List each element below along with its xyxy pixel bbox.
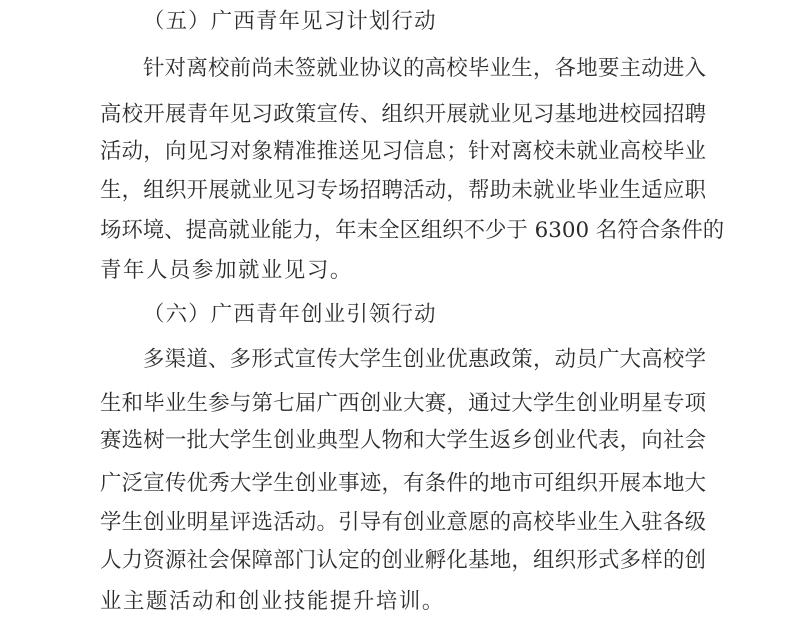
paragraph-line: 业主题活动和创业技能提升培训。 (100, 589, 445, 614)
paragraph-line: 针对离校前尚未签就业协议的高校毕业生，各地要主动进入 (143, 56, 706, 81)
paragraph-line: 人力资源社会保障部门认定的创业孵化基地，组织形式多样的创 (100, 548, 706, 573)
paragraph-line: 青年人员参加就业见习。 (100, 258, 353, 283)
section-heading-6: （六）广西青年创业引领行动 (143, 302, 437, 327)
paragraph-line: 多渠道、多形式宣传大学生创业优惠政策，动员广大高校学 (143, 347, 706, 372)
paragraph-line: 生，组织开展就业见习专场招聘活动，帮助未就业毕业生适应职 (100, 178, 706, 203)
paragraph-line: 生和毕业生参与第七届广西创业大赛，通过大学生创业明星专项 (100, 391, 706, 416)
paragraph-line: 高校开展青年见习政策宣传、组织开展就业见习基地进校园招聘 (100, 102, 706, 127)
section-heading-5: （五）广西青年见习计划行动 (143, 9, 437, 34)
paragraph-line: 活动，向见习对象精准推送见习信息；针对离校未就业高校毕业 (100, 139, 706, 164)
paragraph-line: 场环境、提高就业能力，年末全区组织不少于 6300 名符合条件的 (100, 218, 725, 243)
paragraph-line: 学生创业明星评选活动。引导有创业意愿的高校毕业生入驻各级 (100, 510, 706, 535)
paragraph-line: 广泛宣传优秀大学生创业事迹，有条件的地市可组织开展本地大 (100, 471, 706, 496)
paragraph-line: 赛选树一批大学生创业典型人物和大学生返乡创业代表，向社会 (100, 428, 706, 453)
